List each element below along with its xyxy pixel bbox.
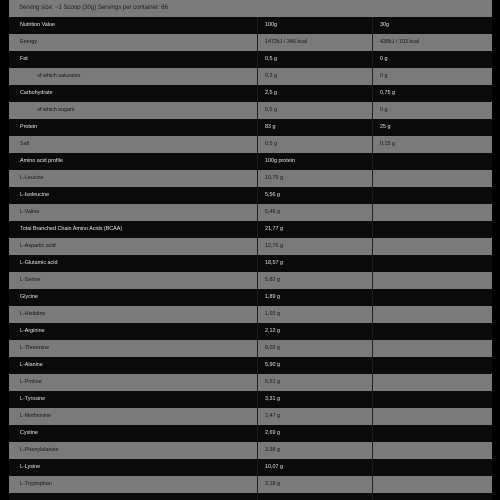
row-label: L-Glutamic acid (20, 260, 58, 266)
table-row (9, 170, 492, 187)
value-per-serving: 438kJ / 103 kcal (380, 39, 419, 45)
value-per-100g: 1,65 g (265, 311, 280, 317)
row-label: L-Lysine (20, 464, 41, 470)
table-row (9, 289, 492, 306)
value-per-100g: 0,3 g (265, 73, 277, 79)
table-row (9, 102, 492, 119)
table-row (9, 255, 492, 272)
value-per-serving: 0 g (380, 107, 388, 113)
table-row (9, 221, 492, 238)
row-label: Fat (20, 56, 28, 62)
value-per-100g: 100g protein (265, 158, 295, 164)
table-row (9, 68, 492, 85)
table-row (9, 51, 492, 68)
row-label: L-Phenylalanine (20, 447, 59, 453)
row-label: L-Histidine (20, 311, 46, 317)
value-per-serving: 0 g (380, 56, 388, 62)
table-row (9, 357, 492, 374)
table-row (9, 34, 492, 51)
value-per-100g: 10,07 g (265, 464, 283, 470)
value-per-100g: 0,5 g (265, 56, 277, 62)
value-per-100g: 0,5 g (265, 141, 277, 147)
value-per-100g: 1472kJ / 346 kcal (265, 39, 307, 45)
value-per-100g: 6,51 g (265, 379, 280, 385)
row-label: of which saturates (37, 73, 81, 79)
value-per-100g: 5,90 g (265, 362, 280, 368)
row-label: Nutrition Value (20, 22, 55, 28)
table-row (9, 204, 492, 221)
row-label: L-Methionine (20, 413, 52, 419)
row-label: L-Proline (20, 379, 42, 385)
row-label: L-Threonine (20, 345, 50, 351)
row-label: L-Aspartic acid (20, 243, 56, 249)
value-per-serving: 0 g (380, 73, 388, 79)
row-label: L-Alanine (20, 362, 43, 368)
table-row (9, 442, 492, 459)
value-per-100g: 2,12 g (265, 328, 280, 334)
row-label: L-Valine (20, 209, 40, 215)
table-row (9, 306, 492, 323)
value-per-100g: 1,89 g (265, 294, 280, 300)
table-row (9, 340, 492, 357)
table-row (9, 476, 492, 493)
table-row (9, 153, 492, 170)
table-row (9, 425, 492, 442)
row-label: L-Serine (20, 277, 41, 283)
table-row (9, 17, 492, 34)
value-per-100g: 12,76 g (265, 243, 283, 249)
value-per-100g: 8,02 g (265, 345, 280, 351)
value-per-100g: 83 g (265, 124, 276, 130)
serving-size-text: Serving size: ~1 Scoop (30g) Servings per container: 66 (19, 5, 168, 11)
table-row (9, 187, 492, 204)
table-row (9, 272, 492, 289)
table-row (9, 85, 492, 102)
row-label: L-Arginine (20, 328, 45, 334)
value-per-100g: 2,69 g (265, 430, 280, 436)
value-per-serving: 30g (380, 22, 389, 28)
value-per-100g: 5,82 g (265, 277, 280, 283)
value-per-100g: 21,77 g (265, 226, 283, 232)
row-label: Cystine (20, 430, 38, 436)
row-label: Carbohydrate (20, 90, 53, 96)
value-per-serving: 0,15 g (380, 141, 395, 147)
row-label: L-Tryptophan (20, 481, 52, 487)
value-per-100g: 2,5 g (265, 90, 277, 96)
value-per-100g: 18,57 g (265, 260, 283, 266)
row-label: Protein (20, 124, 38, 130)
row-label: L-Tyrosine (20, 396, 46, 402)
value-per-100g: 100g (265, 22, 277, 28)
row-label: Energy (20, 39, 38, 45)
value-per-100g: 2,47 g (265, 413, 280, 419)
row-label: Glycine (20, 294, 38, 300)
column-divider (372, 17, 373, 500)
row-label: Amino acid profile (20, 158, 63, 164)
table-row (9, 408, 492, 425)
value-per-serving: 25 g (380, 124, 391, 130)
table-row (9, 374, 492, 391)
value-per-serving: 0,75 g (380, 90, 395, 96)
value-per-100g: 3,31 g (265, 396, 280, 402)
table-row (9, 459, 492, 476)
row-label: of which sugars (37, 107, 75, 113)
value-per-100g: 2,18 g (265, 481, 280, 487)
value-per-100g: 5,46 g (265, 209, 280, 215)
table-row (9, 238, 492, 255)
table-row (9, 119, 492, 136)
table-row (9, 136, 492, 153)
column-divider (257, 17, 258, 500)
row-label: Salt (20, 141, 30, 147)
row-label: Total Branched Chain Amino Acids (BCAA) (20, 226, 123, 232)
value-per-100g: 10,75 g (265, 175, 283, 181)
nutrition-rows (9, 17, 492, 493)
value-per-100g: 3,38 g (265, 447, 280, 453)
table-row (9, 391, 492, 408)
row-label: L-Leucine (20, 175, 44, 181)
serving-size-header (9, 0, 492, 17)
nutrition-table (9, 0, 492, 500)
value-per-100g: 0,5 g (265, 107, 277, 113)
value-per-100g: 5,56 g (265, 192, 280, 198)
table-row (9, 323, 492, 340)
row-label: L-Isoleucine (20, 192, 50, 198)
